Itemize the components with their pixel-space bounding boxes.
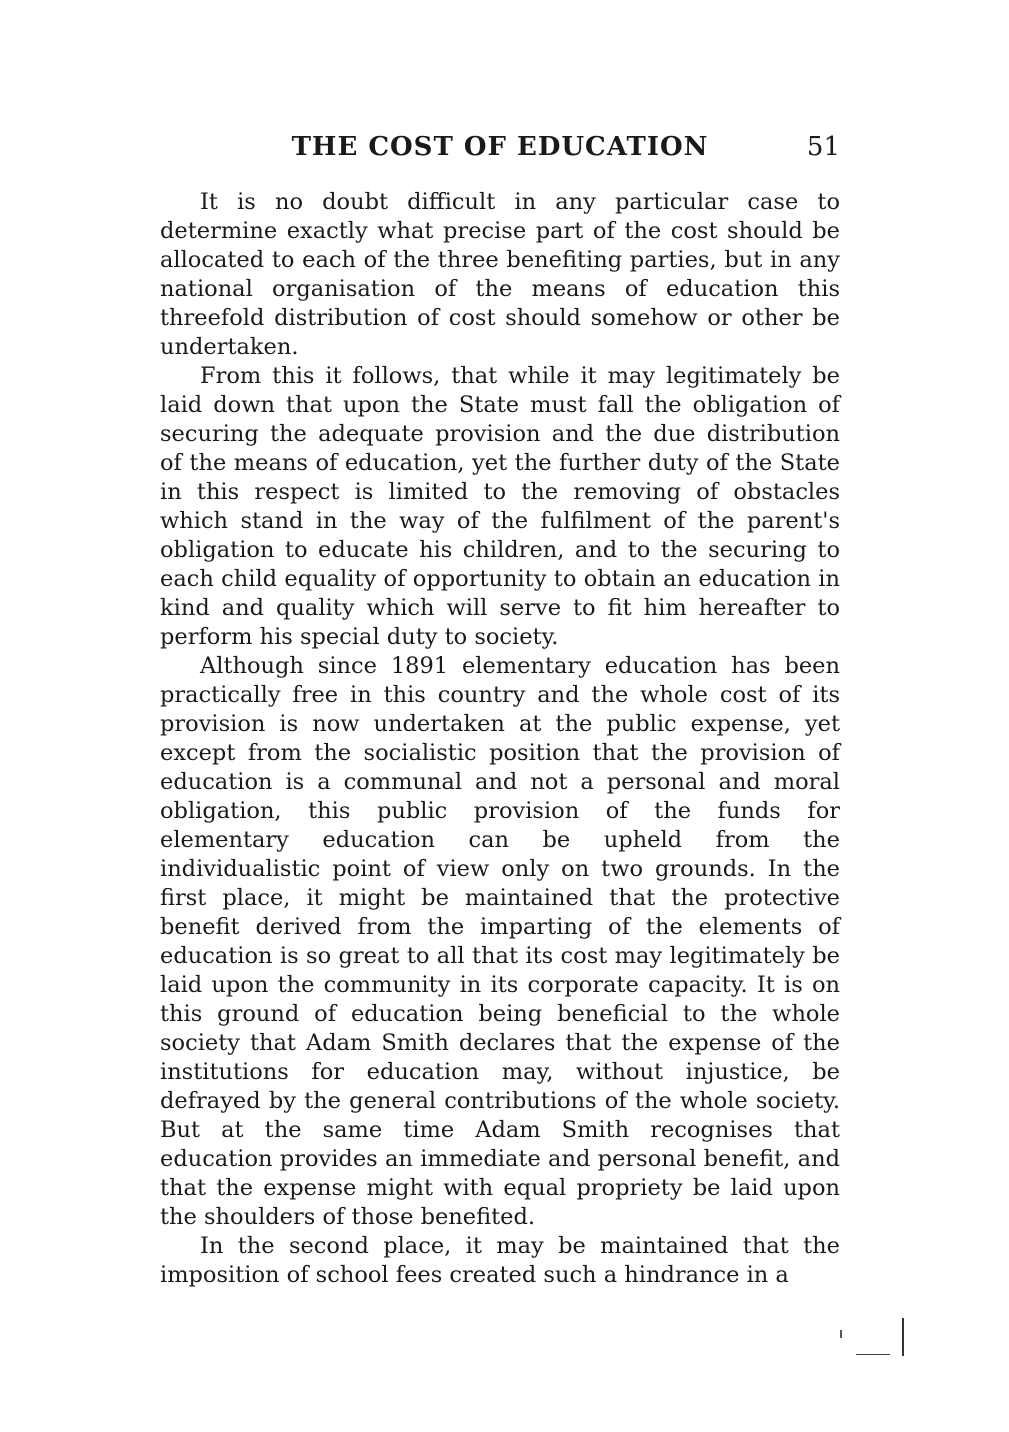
scan-artifact-bar [902, 1318, 904, 1356]
paragraph-2: From this it follows, that while it may legitimately be laid down that upon the State must fall the obligation of securing the adequate provision and the due distribution of the means of education, yet the further duty of the State in this respect is limited to the removing of obstacles which stand in the way of the fulfilment of the parent's obligation to educate his children, and to the securing to each child equality of opportunity to obtain an education in kind and quality which will serve to fit him hereafter to perform his special duty to society. [160, 363, 840, 650]
page-title: THE COST OF EDUCATION [291, 132, 709, 162]
paragraph-4: In the second place, it may be maintained that the imposition of school fees created such a hindrance in a [160, 1233, 840, 1288]
scan-artifact-dot [840, 1330, 842, 1338]
running-head [160, 132, 840, 172]
scan-margin-marks [840, 1318, 910, 1358]
body-text [160, 188, 840, 1290]
paragraph-1: It is no doubt difficult in any particular case to determine exactly what precise part of the cost should be allocated to each of the three benefiting parties, but in any national organisation of the means of education this threefold distribution of cost should somehow or other be undertaken. [160, 189, 840, 360]
scan-artifact-dash [856, 1354, 890, 1355]
page-number: 51 [806, 132, 840, 162]
paragraph-3: Although since 1891 elementary education has been practically free in this country and the whole cost of its provision is now undertaken at the public expense, yet except from the socialistic position that the provision of education is a communal and not a personal and moral obligation, this public provision of the funds for elementary education can be upheld from the individualistic point of view only on two grounds. In the first place, it might be maintained that the protective benefit derived from the imparting of the elements of education is so great to all that its cost may legitimately be laid upon the community in its corporate capacity. It is on this ground of education being beneficial to the whole society that Adam Smith declares that the expense of the institutions for education may, without injustice, be defrayed by the general contributions of the whole society. But at the same time Adam Smith recognises that education provides an immediate and personal benefit, and that the expense might with equal propriety be laid upon the shoulders of those benefited. [160, 653, 840, 1230]
